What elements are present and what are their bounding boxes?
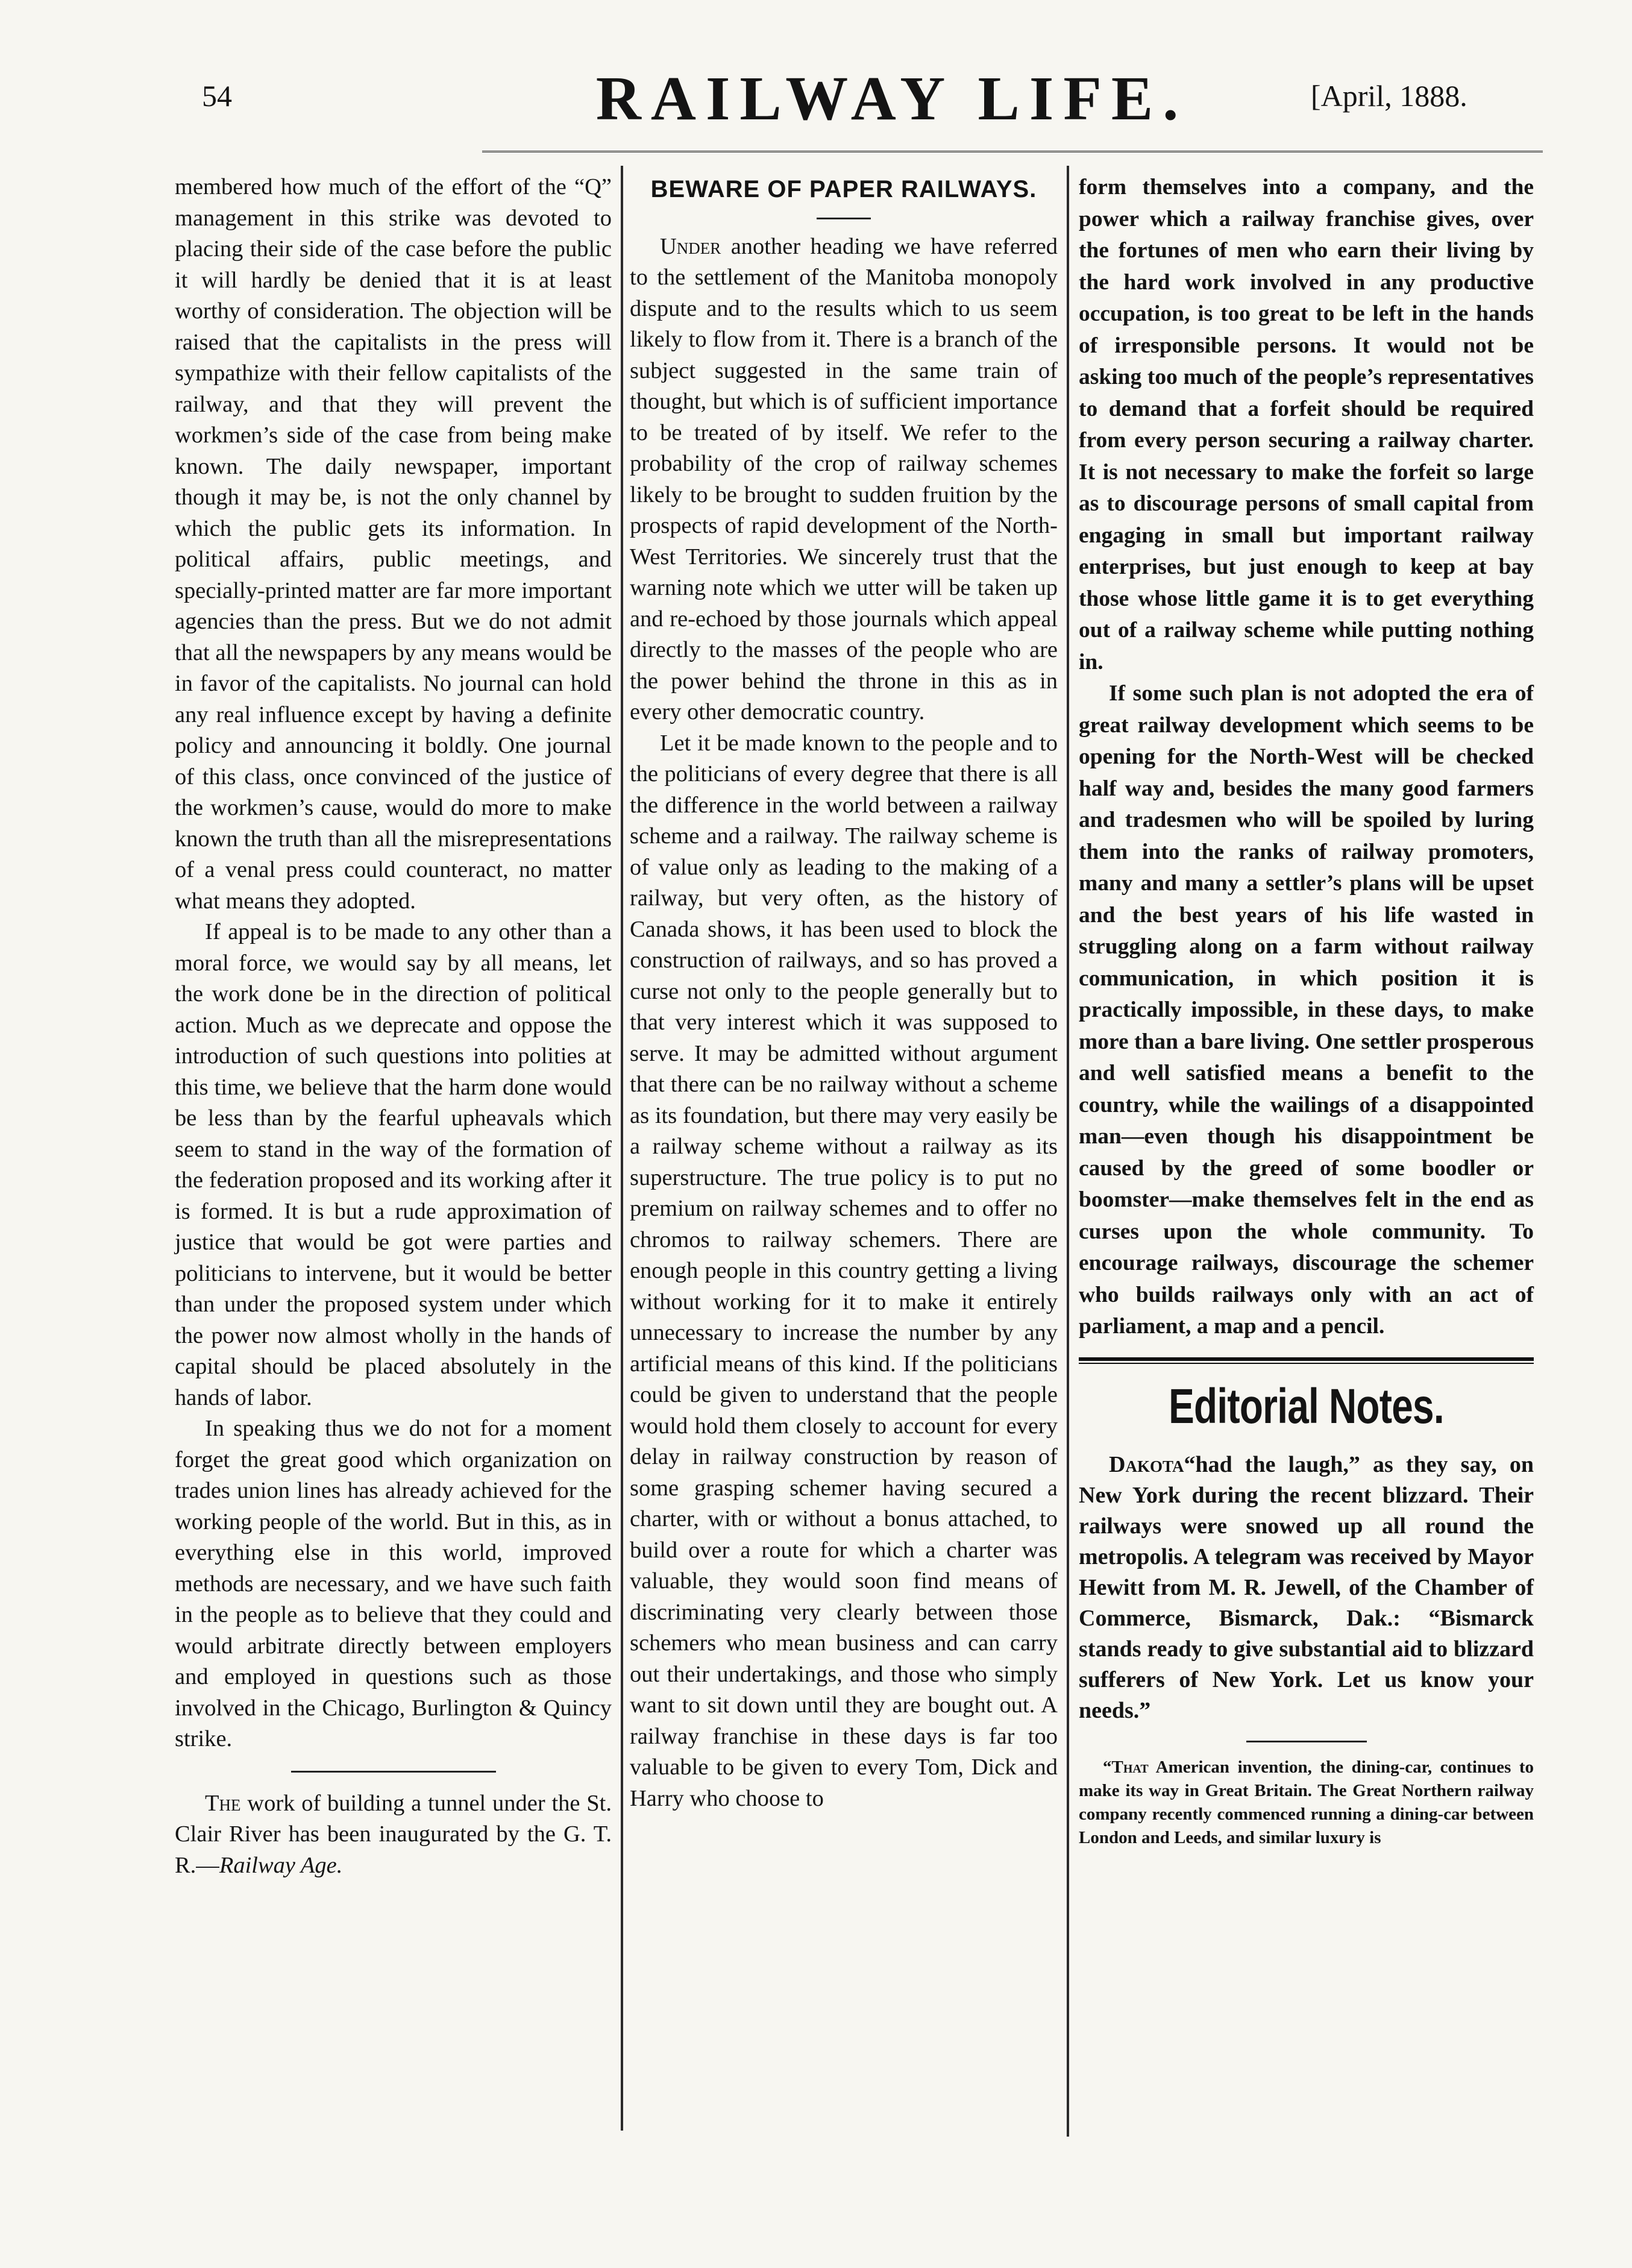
editorial-rule-thin <box>1079 1363 1534 1364</box>
lead-word: The <box>205 1790 241 1816</box>
note-source: Railway Age. <box>219 1852 343 1878</box>
editorial-note <box>1079 1450 1534 1726</box>
paragraph: If some such plan is not adopted the era of great railway development which seems to be opening for the North-West will be checked half way and, besides the many good farmers and tradesmen who will be spoiled by luring them into the ranks of railway promoters, many and many a settler’s plans will be upset and the best years of his life wasted in struggling along on a farm without railway communication, in which position it is practically impossible, in these days, to make more than a bare living. One settler prosperous and well satisfied means a benefit to the country, while the wailings of a disappointed man—even though his disappointment be caused by the greed of some boodler or boomster—make themselves felt in the end as curses upon the whole community. To encourage railways, discourage the schemer who builds railways only with an act of parliament, a map and a pencil. <box>1079 681 1534 1339</box>
paragraph-text: “had the laugh,” as they say, on New York during the recent blizzard. Their railways were snowed up all round the metropolis. A telegram was received by Mayor Hewitt from M. R. Jewell, of the Chamber of Commerce, Bismarck, Dak.: “Bismarck stands ready to give substantial aid to blizzard sufferers of New York. Let us know your needs.” <box>1079 1452 1534 1723</box>
paragraph <box>1079 1450 1534 1726</box>
paragraph: membered how much of the effort of the “Q” management in this strike was devoted to placing their side of the case before the public it will hardly be denied that it is at least worthy of consideration. The objection will be raised that the capitalists in the press will sympathize with their fellow capitalists of the railway, and that they will prevent the workmen’s side of the case from being make known. The daily newspaper, important though it may be, is not the only channel by which the public gets its information. In political affairs, public meetings, and specially-printed matter are far more important agencies than the press. But we do not admit that all the newspapers by any means would be in favor of the capitalists. No journal can hold any real influence except by having a definite policy and announcing it boldly. One journal of this class, once convinced of the justice of the workmen’s cause, would do more to make known the truth than all the misrepresentations of a venal press could counteract, no matter what means they adopted. <box>175 174 612 914</box>
article-heading: BEWARE OF PAPER RAILWAYS. <box>650 176 1037 203</box>
heading-rule <box>817 218 871 219</box>
paragraph-text: American invention, the dining-car, continues to make its way in Great Britain. The Great Northern railway company recently commenced running a dining-car between London and Leeds, and similar luxury is <box>1079 1758 1534 1847</box>
editorial-notes-title: Editorial Notes. <box>1169 1378 1444 1434</box>
column-3 <box>1079 172 1534 1850</box>
paragraph <box>1079 1756 1534 1850</box>
column-1 <box>175 172 612 1881</box>
column-divider-right <box>1067 166 1069 2137</box>
column-2 <box>630 172 1058 1814</box>
paragraph: form themselves into a company, and the power which a railway franchise gives, over the fortunes of men who earn their living by the hard work involved in any productive occupation, is too great to be left in the hands of irresponsible persons. It would not be asking too much of the people’s representatives to demand that a forfeit should be required from every person securing a railway charter. It is not necessary to make the forfeit so large as to discourage persons of small capital from engaging in small but important railway enterprises, but just enough to keep at bay those whose little game it is to get everything out of a railway scheme while putting nothing in. <box>1079 175 1534 674</box>
page-number: 54 <box>202 79 232 113</box>
editorial-note <box>1079 1756 1534 1850</box>
masthead-rule <box>482 151 1543 152</box>
column-divider-left <box>621 166 623 2131</box>
paragraph: If appeal is to be made to any other than a moral force, we would say by all means, let the work done be in the direction of political action. Much as we deprecate and oppose the introduction of such questions into polities at this time, we believe that the harm done would be less than by the fearful upheavals which seem to stand in the way of the formation of the federation proposed and its working after it is formed. It is but a rude approximation of justice that would be got were parties and politicians to intervene, but it would be better than under the proposed system under which the power now almost wholly in the hands of capital should be placed absolutely in the hands of labor. <box>175 919 612 1410</box>
paragraph <box>630 231 1058 728</box>
paragraph-text: another heading we have referred to the settlement of the Manitoba monopoly dispute and to the results which to us seem likely to flow from it. There is a branch of the subject suggested in the same train of thought, but which is of sufficient importance to be treated of by itself. We refer to the probability of the crop of railway schemes likely to be brought to sudden fruition by the prospects of rapid development of the North-West Territories. We sincerely trust that the warning note which we utter will be taken up and re-echoed by those journals which appeal directly to the masses of the people who are the power behind the throne in this as in every other democratic country. <box>630 233 1058 724</box>
lead-word: Under <box>660 233 721 259</box>
tunnel-note <box>175 1788 612 1882</box>
section-rule <box>291 1771 496 1773</box>
note-text: work of building a tunnel under the St. Clair River has been inaugurated by the G. T. R.— <box>175 1790 612 1878</box>
lead-word: Dakota <box>1109 1452 1184 1477</box>
lead-word: “That <box>1103 1758 1149 1777</box>
note-rule <box>1246 1741 1367 1742</box>
editorial-rule-thick <box>1079 1357 1534 1361</box>
masthead-title: RAILWAY LIFE. <box>595 64 1188 133</box>
issue-date: [April, 1888. <box>1311 79 1467 113</box>
paragraph: Let it be made known to the people and to the politicians of every degree that there is all the difference in the world between a railway scheme and a railway. The railway scheme is of value only as leading to the making of a railway, but very often, as the history of Canada shows, it has been used to block the construction of railways, and so has proved a curse not only to the people generally but to that very interest which it was supposed to serve. It may be admitted without argument that there can be no railway without a scheme as its foundation, but there may very easily be a railway scheme without a railway as its superstructure. The true policy is to put no premium on railway schemes and to offer no chromos to railway schemers. There are enough people in this country getting a living without working for it to make it entirely unnecessary to increase the number by any artificial means of this kind. If the politicians could be given to understand that the people would hold them closely to account for every delay in railway construction by reason of some grasping schemer having secured a charter, with or without a bonus attached, to build over a route for which a charter was valuable, they would soon find means of discriminating very clearly between those schemers who mean business and can carry out their undertakings, and those who simply want to sit down until they are bought out. A railway franchise in these days is far too valuable to be given to every Tom, Dick and Harry who choose to <box>630 730 1058 1811</box>
paragraph: In speaking thus we do not for a moment forget the great good which organization on trades union lines has already achieved for the working people of the world. But in this, as in everything else in this world, improved methods are necessary, and we have such faith in the people as to believe that they could and would arbitrate directly between employers and employed in questions such as those involved in the Chicago, Burlington & Quincy strike. <box>175 1416 612 1751</box>
